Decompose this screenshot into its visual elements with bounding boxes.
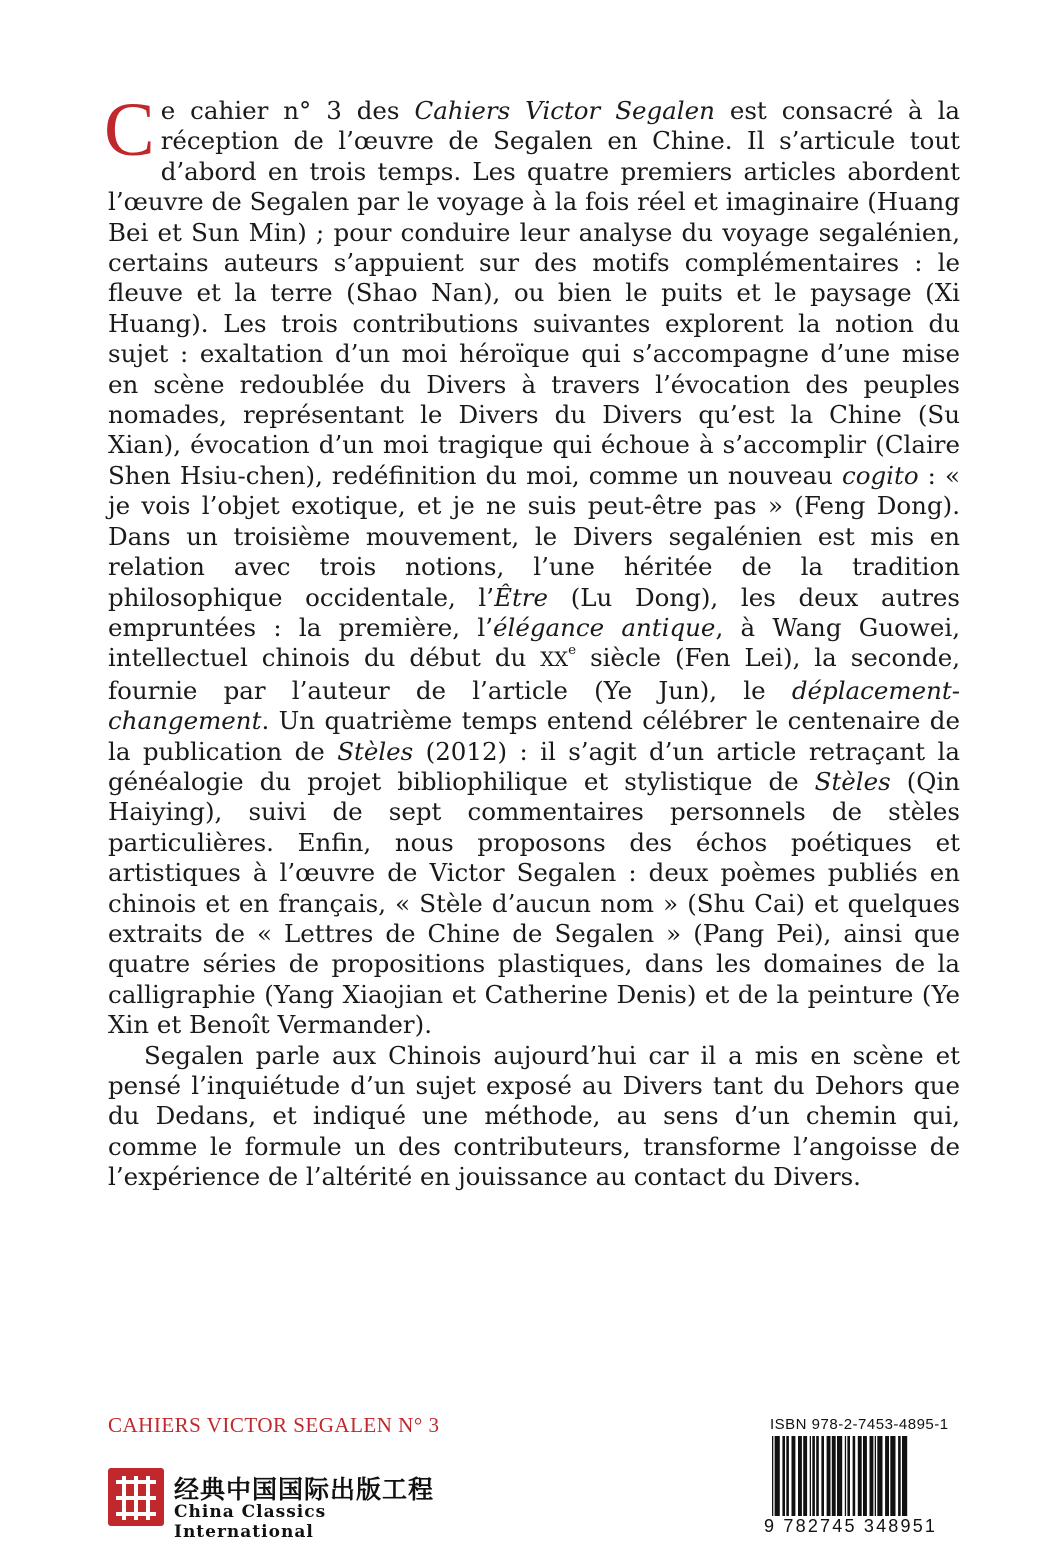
barcode-bar	[870, 1436, 874, 1516]
italic-text: cogito	[842, 460, 919, 490]
barcode-bar	[810, 1436, 811, 1516]
text-segment: . Un quatrième temps entend célébrer le centenaire de la publication de	[108, 706, 960, 766]
barcode-bar	[772, 1436, 773, 1516]
barcode-bar	[875, 1436, 876, 1516]
barcode-bar	[821, 1436, 824, 1516]
text-segment: : « je vois l’objet exotique, et je ne suis peut-être pas » (Feng Dong). Dans un troisième mouvement, le Divers segalénien est mis en relation avec trois notions, l’une héritée de la tradition philosophique occidentale, l’	[108, 460, 960, 612]
text-segment: XX	[540, 648, 569, 672]
italic-text: Stèles	[337, 736, 414, 766]
italic-text: Cahiers Victor Segalen	[414, 96, 715, 125]
text-segment: e cahier n° 3 des	[160, 96, 415, 125]
text-segment: (Qin Haiying), suivi de sept commentaires personnels de stèles particulières. Enfin, nous proposons des échos poétiques et artistiques à l’œuvre de Victor Segalen : deux poèmes publiés en chinois et en français, « Stèle d’aucun nom » (Shu Cai) et quelques extraits de « Lettres de Chine de Segalen » (Pang Pei), ainsi que quatre séries de propositions plastiques, dans les domaines de la calligraphie (Yang Xiaojian et Catherine Denis) et de la peinture (Ye Xin et Benoît Vermander).	[108, 766, 961, 1040]
series-label: CAHIERS VICTOR SEGALEN N° 3	[108, 1413, 440, 1437]
text-segment: e	[568, 642, 577, 659]
barcode-bar	[845, 1436, 846, 1516]
italic-text: déplacement-changement	[108, 675, 960, 736]
barcode-bar	[798, 1436, 802, 1516]
publisher-name-chinese: 经典中国国际出版工程	[174, 1475, 435, 1504]
barcode-bar	[890, 1436, 895, 1516]
barcode-bar	[863, 1436, 867, 1516]
barcode-bar	[885, 1436, 889, 1516]
barcode-bar	[877, 1436, 882, 1516]
back-cover-text	[104, 88, 961, 1193]
italic-text: Être	[494, 582, 549, 612]
paragraph-2	[108, 1041, 960, 1193]
dropcap-letter: C	[104, 88, 155, 172]
barcode-bar	[803, 1436, 807, 1516]
text-segment: , à Wang Guowei, intellectuel chinois du début du	[108, 612, 960, 673]
isbn-barcode	[768, 1436, 958, 1516]
italic-text: élégance antique	[493, 612, 716, 642]
text-segment: Segalen parle aux Chinois aujourd’hui car il a mis en scène et pensé l’inquiétude d’un sujet exposé au Divers tant du Dehors que du Dedans, et indiqué une méthode, au sens d’un chemin qui, comme le formule un des contributeurs, transforme l’angoisse de l’expérience de l’altérité en jouissance au contact du Divers.	[108, 1040, 960, 1192]
text-segment: (Lu Dong), les deux autres empruntées : la première, l’	[108, 582, 961, 642]
barcode-bar	[816, 1436, 819, 1516]
publisher-name-english: China Classics International	[174, 1502, 327, 1542]
paragraph-1-body	[108, 96, 960, 1039]
publisher-block	[108, 1468, 468, 1542]
publisher-logo-icon	[108, 1468, 164, 1526]
barcode-bar	[775, 1436, 780, 1516]
text-segment: (2012) : il s’agit d’un article retraçant la généalogie du projet bibliophilique et stylistique de	[108, 736, 960, 796]
paragraph-1	[104, 88, 961, 1041]
barcode-bar	[786, 1436, 789, 1516]
barcode-bar	[782, 1436, 785, 1516]
barcode-bar	[792, 1436, 796, 1516]
barcode-bar	[898, 1436, 901, 1516]
barcode-bar	[858, 1436, 862, 1516]
italic-text: Stèles	[814, 766, 891, 796]
barcode-bar	[832, 1436, 836, 1516]
barcode-bar	[853, 1436, 856, 1516]
text-segment: est consacré à la réception de l’œuvre de Segalen en Chine. Il s’articule tout d’abord en trois temps. Les quatre premiers articles abordent l’œuvre de Segalen par le voyage à la fois réel et imaginaire (Huang Bei et Sun Min) ; pour conduire leur analyse du voyage segalénien, certains auteurs s’appuient sur des motifs complémentaires : le fleuve et la terre (Shao Nan), ou bien le puits et le paysage (Xi Huang). Les trois contributions suivantes explorent la notion du sujet : exaltation d’un moi héroïque qui s’accompagne d’une mise en scène redoublée du Divers à travers l’évocation des peuples nomades, représentant le Divers du Divers qu’est la Chine (Su Xian), évocation d’un moi tragique qui échoue à s’accomplir (Claire Shen Hsiu-chen), redéfinition du moi, comme un nouveau	[108, 96, 961, 490]
barcode-digits: 9 782745 348951	[764, 1516, 938, 1536]
barcode-bar	[812, 1436, 815, 1516]
isbn-label: ISBN 978-2-7453-4895-1	[770, 1416, 949, 1433]
barcode-bar	[837, 1436, 842, 1516]
barcode-bar	[827, 1436, 831, 1516]
text-segment: siècle (Fen Lei), la seconde, fournie par l’auteur de l’article (Ye Jun), le	[108, 643, 960, 705]
barcode-bar	[902, 1436, 907, 1516]
barcode-bar	[847, 1436, 850, 1516]
paragraph-2-body	[108, 1041, 960, 1192]
